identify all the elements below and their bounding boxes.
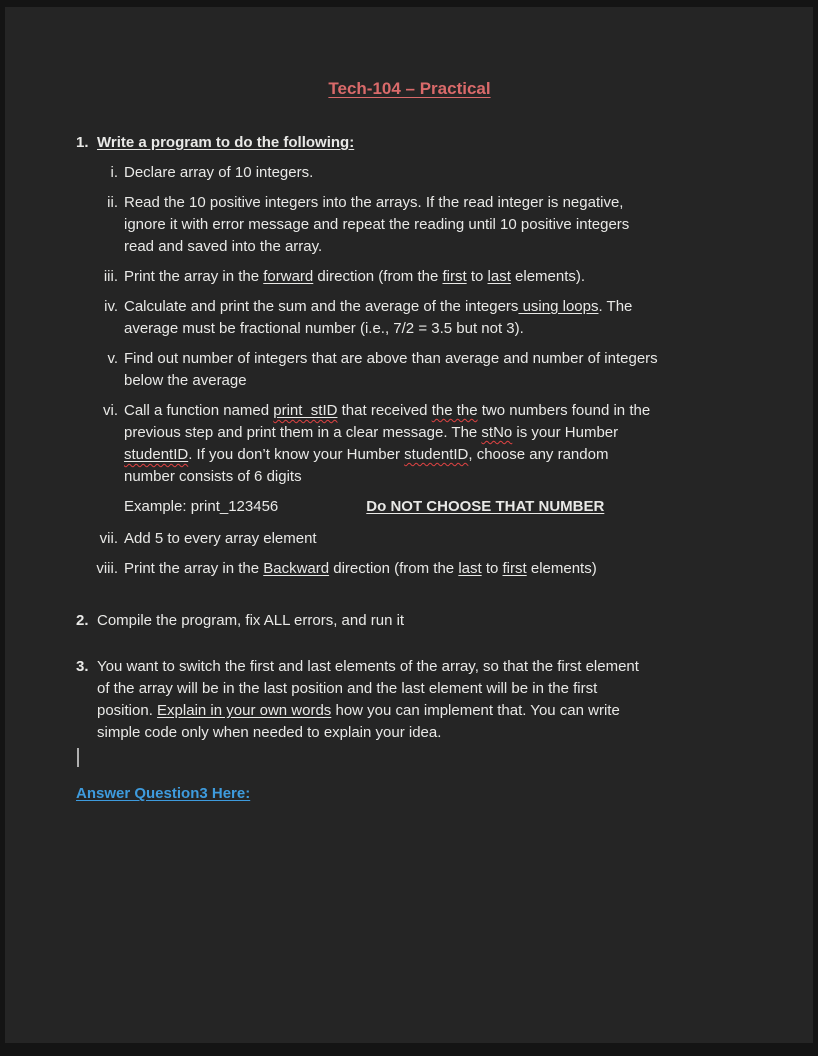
text-segment: two numbers found in the bbox=[477, 402, 651, 419]
list-item-marker bbox=[76, 496, 118, 518]
question-3-text bbox=[97, 656, 639, 744]
list-item-marker: viii. bbox=[96, 560, 118, 577]
question-3-number: 3. bbox=[76, 658, 89, 675]
answer-question3-link[interactable]: Answer Question3 Here: bbox=[76, 785, 251, 802]
misspelled-text: stNo bbox=[481, 424, 513, 441]
question-1-sublist bbox=[76, 162, 743, 580]
list-item-marker: iv. bbox=[104, 298, 118, 315]
text-segment: Calculate and print the sum and the average of the integers bbox=[124, 298, 519, 315]
document-title: Tech-104 – Practical bbox=[328, 79, 491, 98]
text-segment: Explain in your own words bbox=[157, 702, 332, 719]
spellcheck-squiggle: print_stID bbox=[273, 402, 338, 419]
text-segment: read and saved into the array. bbox=[124, 238, 323, 255]
misspelled-text bbox=[273, 402, 337, 419]
text-segment: that received bbox=[337, 402, 432, 419]
text-segment: elements) bbox=[526, 560, 597, 577]
list-item-text bbox=[124, 266, 743, 288]
list-item-marker: vi. bbox=[103, 402, 118, 419]
text-segment: Print the array in the bbox=[124, 268, 264, 285]
text-segment: number consists of 6 digits bbox=[124, 468, 302, 485]
list-item-text bbox=[124, 558, 743, 580]
text-segment: position. bbox=[97, 702, 158, 719]
list-item-vi bbox=[76, 400, 743, 488]
question-2 bbox=[76, 610, 743, 632]
question-1-heading bbox=[76, 132, 743, 154]
text-segment: forward bbox=[263, 268, 314, 285]
list-item-marker: iii. bbox=[103, 268, 118, 285]
text-cursor bbox=[77, 748, 79, 767]
question-3 bbox=[76, 656, 743, 744]
text-segment: elements). bbox=[510, 268, 586, 285]
list-item-iv bbox=[76, 296, 743, 340]
text-segment: Do NOT CHOOSE THAT NUMBER bbox=[366, 498, 605, 515]
text-segment: , choose any random bbox=[468, 446, 609, 463]
text-segment: Backward bbox=[263, 560, 330, 577]
text-segment: first bbox=[502, 560, 527, 577]
list-item-v bbox=[76, 348, 743, 392]
list-item-text bbox=[124, 296, 743, 340]
text-segment: previous step and print them in a clear message. The bbox=[124, 424, 482, 441]
text-segment: . If you don’t know your Humber bbox=[188, 446, 405, 463]
text-segment: direction (from the bbox=[329, 560, 459, 577]
document-page[interactable] bbox=[5, 7, 813, 1043]
misspelled-text: the the bbox=[431, 402, 478, 419]
text-segment: to bbox=[481, 560, 503, 577]
question-1-heading-text: Write a program to do the following: bbox=[97, 134, 355, 151]
list-item-text bbox=[124, 528, 743, 550]
text-segment: Example: print_123456 bbox=[124, 498, 279, 515]
list-item-text bbox=[124, 192, 743, 258]
text-segment: Call a function named bbox=[124, 402, 274, 419]
misspelled-text bbox=[124, 446, 188, 463]
list-item-text bbox=[124, 400, 743, 488]
example-line bbox=[76, 496, 743, 518]
list-item-marker: vii. bbox=[99, 530, 118, 547]
list-item-text bbox=[124, 348, 743, 392]
question-2-number: 2. bbox=[76, 612, 89, 629]
list-item-vii bbox=[76, 528, 743, 550]
misspelled-text: studentID bbox=[404, 446, 469, 463]
text-segment: direction (from the bbox=[313, 268, 443, 285]
text-segment: Find out number of integers that are above than average and number of integers bbox=[124, 350, 658, 367]
list-item-text bbox=[124, 162, 743, 184]
text-segment: below the average bbox=[124, 372, 247, 389]
text-segment: simple code only when needed to explain your idea. bbox=[97, 724, 442, 741]
text-segment: is your Humber bbox=[512, 424, 619, 441]
question-2-text: Compile the program, fix ALL errors, and run it bbox=[97, 612, 405, 629]
list-item-viii bbox=[76, 558, 743, 580]
text-segment: to bbox=[466, 268, 488, 285]
text-segment: last bbox=[487, 268, 511, 285]
example-text bbox=[124, 496, 743, 518]
list-item-marker: ii. bbox=[107, 194, 118, 211]
text-segment: average must be fractional number (i.e., 7/2 = 3.5 but not 3). bbox=[124, 320, 524, 337]
text-segment: how you can implement that. You can write bbox=[331, 702, 620, 719]
text-segment: of the array will be in the last position and the last element will be in the first bbox=[97, 680, 598, 697]
text-segment: You want to switch the first and last elements of the array, so that the first element bbox=[97, 658, 639, 675]
list-item-ii bbox=[76, 192, 743, 258]
list-item-i bbox=[76, 162, 743, 184]
text-segment: using loops bbox=[518, 298, 599, 315]
text-segment: Print the array in the bbox=[124, 560, 264, 577]
text-segment: first bbox=[442, 268, 467, 285]
list-item-marker: i. bbox=[110, 164, 118, 181]
text-segment: ignore it with error message and repeat the reading until 10 positive integers bbox=[124, 216, 630, 233]
list-item-iii bbox=[76, 266, 743, 288]
text-segment: Declare array of 10 integers. bbox=[124, 164, 314, 181]
list-item-marker: v. bbox=[107, 350, 118, 367]
question-1-number: 1. bbox=[76, 134, 89, 151]
text-segment: Read the 10 positive integers into the arrays. If the read integer is negative, bbox=[124, 194, 624, 211]
text-segment: . The bbox=[598, 298, 633, 315]
spellcheck-squiggle: studentID bbox=[124, 446, 189, 463]
text-segment: Add 5 to every array element bbox=[124, 530, 317, 547]
text-segment: last bbox=[458, 560, 482, 577]
